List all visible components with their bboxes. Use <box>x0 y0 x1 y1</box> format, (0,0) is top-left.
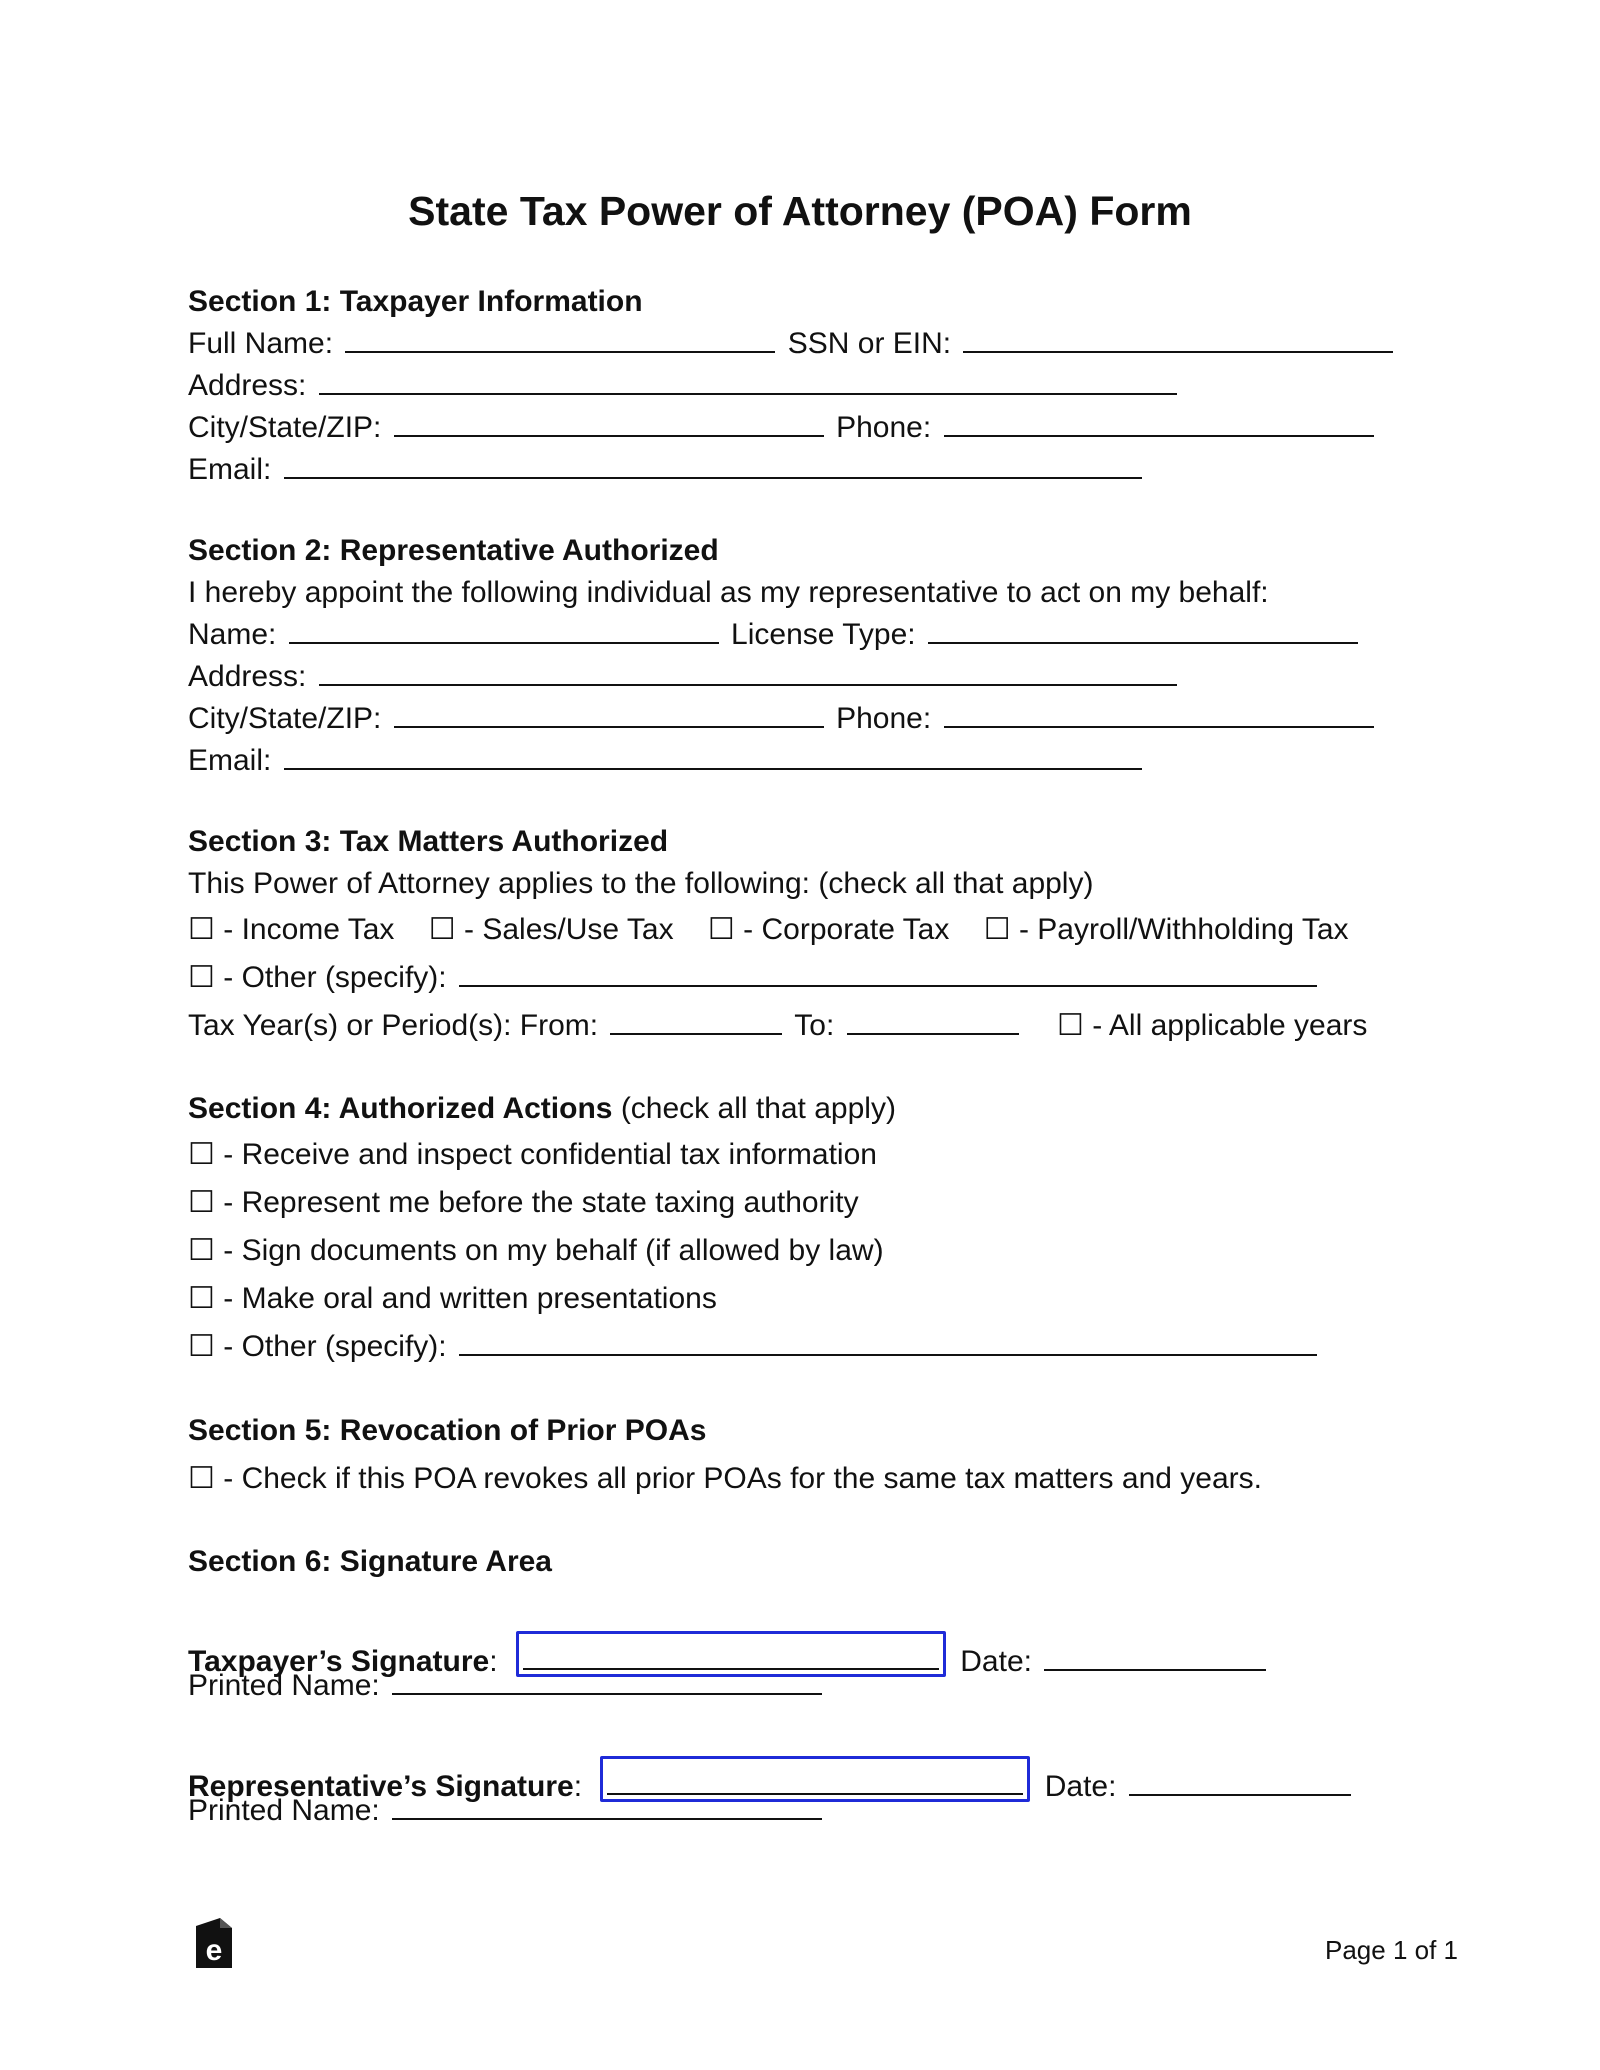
tax-other-label: - Other (specify): <box>223 961 447 994</box>
date-label: Date: <box>1044 1770 1117 1803</box>
city-state-zip-label: City/State/ZIP: <box>188 411 382 444</box>
city-state-zip-label: City/State/ZIP: <box>188 702 382 735</box>
action-represent-checkbox[interactable]: ☐ <box>188 1186 215 1219</box>
address-label: Address: <box>188 660 307 693</box>
revocation-checkbox[interactable]: ☐ <box>188 1462 215 1495</box>
colon: : <box>489 1645 498 1678</box>
rep-email-field[interactable] <box>284 742 1142 770</box>
phone-label: Phone: <box>836 702 932 735</box>
page-title: State Tax Power of Attorney (POA) Form <box>408 188 1192 234</box>
printed-name-label: Printed Name: <box>188 1794 380 1827</box>
rep-city-row <box>188 700 1378 738</box>
tax-years-from-label: Tax Year(s) or Period(s): From: <box>188 1009 599 1042</box>
taxpayer-name-row <box>188 325 1397 363</box>
tax-years-from-field[interactable] <box>610 1007 782 1035</box>
rep-city-state-zip-field[interactable] <box>394 700 824 728</box>
action-presentations-checkbox[interactable]: ☐ <box>188 1282 215 1315</box>
full-name-label: Full Name: <box>188 327 334 360</box>
action-sign-label: - Sign documents on my behalf (if allowed by law) <box>223 1234 884 1267</box>
section-6-heading: Section 6: Signature Area <box>188 1545 552 1578</box>
taxpayer-email-row <box>188 451 1146 489</box>
section-3-heading: Section 3: Tax Matters Authorized <box>188 825 669 858</box>
action-other-label: - Other (specify): <box>223 1330 447 1363</box>
rep-name-row <box>188 616 1362 654</box>
action-row-3 <box>188 1232 884 1270</box>
phone-label: Phone: <box>836 411 932 444</box>
taxpayer-printed-name-row <box>188 1667 826 1705</box>
taxpayer-printed-name-field[interactable] <box>392 1667 822 1695</box>
taxpayer-ssn-ein-field[interactable] <box>963 325 1393 353</box>
action-row-4 <box>188 1280 717 1318</box>
license-type-label: License Type: <box>731 618 916 651</box>
corporate-tax-label: - Corporate Tax <box>743 913 950 946</box>
taxpayer-date-field[interactable] <box>1044 1643 1266 1671</box>
revocation-label: - Check if this POA revokes all prior POAs for the same tax matters and years. <box>223 1462 1262 1495</box>
taxpayer-signature-label: Taxpayer’s Signature <box>188 1645 490 1678</box>
income-tax-label: - Income Tax <box>223 913 395 946</box>
action-represent-label: - Represent me before the state taxing authority <box>223 1186 859 1219</box>
tax-other-field[interactable] <box>459 959 1317 987</box>
section-1-heading: Section 1: Taxpayer Information <box>188 285 643 318</box>
tax-years-to-field[interactable] <box>847 1007 1019 1035</box>
action-receive-label: - Receive and inspect confidential tax information <box>223 1138 877 1171</box>
action-row-1 <box>188 1136 877 1174</box>
email-label: Email: <box>188 744 272 777</box>
sales-use-tax-checkbox[interactable]: ☐ <box>428 913 456 946</box>
taxpayer-phone-field[interactable] <box>944 409 1374 437</box>
action-sign-checkbox[interactable]: ☐ <box>188 1234 215 1267</box>
eforms-logo-icon <box>196 1918 232 1968</box>
income-tax-checkbox[interactable]: ☐ <box>188 913 215 946</box>
action-presentations-label: - Make oral and written presentations <box>223 1282 717 1315</box>
date-label: Date: <box>960 1645 1032 1678</box>
rep-signature-label: Representative’s Signature <box>188 1770 574 1803</box>
tax-other-row <box>188 959 1321 997</box>
svg-text:e: e <box>205 1934 223 1967</box>
tax-years-row <box>188 1007 1367 1045</box>
rep-name-field[interactable] <box>289 616 719 644</box>
all-years-label: - All applicable years <box>1092 1009 1368 1042</box>
tax-type-row <box>188 911 1349 949</box>
colon: : <box>573 1770 583 1803</box>
email-label: Email: <box>188 453 272 486</box>
rep-phone-field[interactable] <box>944 700 1374 728</box>
action-other-field[interactable] <box>459 1328 1317 1356</box>
name-label: Name: <box>188 618 277 651</box>
rep-address-field[interactable] <box>319 658 1177 686</box>
corporate-tax-checkbox[interactable]: ☐ <box>707 913 735 946</box>
taxpayer-email-field[interactable] <box>284 451 1142 479</box>
rep-license-type-field[interactable] <box>928 616 1358 644</box>
printed-name-label: Printed Name: <box>188 1669 380 1702</box>
section-4-heading-note: (check all that apply) <box>620 1092 896 1125</box>
taxpayer-city-row <box>188 409 1378 447</box>
revocation-row <box>188 1460 1262 1498</box>
rep-address-row <box>188 658 1181 696</box>
all-years-checkbox[interactable]: ☐ <box>1056 1009 1084 1042</box>
action-other-checkbox[interactable]: ☐ <box>188 1330 215 1363</box>
tax-years-to-label: To: <box>794 1009 835 1042</box>
section-2-intro: I hereby appoint the following individual as my representative to act on my behalf: <box>188 576 1269 609</box>
action-other-row <box>188 1328 1321 1366</box>
taxpayer-city-state-zip-field[interactable] <box>394 409 824 437</box>
action-row-2 <box>188 1184 859 1222</box>
section-3-intro: This Power of Attorney applies to the following: (check all that apply) <box>188 867 1094 900</box>
address-label: Address: <box>188 369 307 402</box>
rep-printed-name-field[interactable] <box>392 1792 822 1820</box>
rep-email-row <box>188 742 1146 780</box>
rep-date-field[interactable] <box>1129 1768 1351 1796</box>
section-4-heading: Section 4: Authorized Actions <box>188 1092 613 1125</box>
section-4-heading-row <box>188 1090 896 1128</box>
page-number: Page 1 of 1 <box>1325 1935 1458 1965</box>
taxpayer-address-field[interactable] <box>319 367 1177 395</box>
payroll-tax-checkbox[interactable]: ☐ <box>983 913 1011 946</box>
sales-use-tax-label: - Sales/Use Tax <box>464 913 674 946</box>
section-2-heading: Section 2: Representative Authorized <box>188 534 719 567</box>
action-receive-checkbox[interactable]: ☐ <box>188 1138 215 1171</box>
taxpayer-address-row <box>188 367 1181 405</box>
section-5-heading: Section 5: Revocation of Prior POAs <box>188 1414 707 1447</box>
rep-printed-name-row <box>188 1792 826 1830</box>
payroll-tax-label: - Payroll/Withholding Tax <box>1018 913 1349 946</box>
taxpayer-full-name-field[interactable] <box>345 325 775 353</box>
tax-other-checkbox[interactable]: ☐ <box>188 961 215 994</box>
ssn-ein-label: SSN or EIN: <box>787 327 952 360</box>
